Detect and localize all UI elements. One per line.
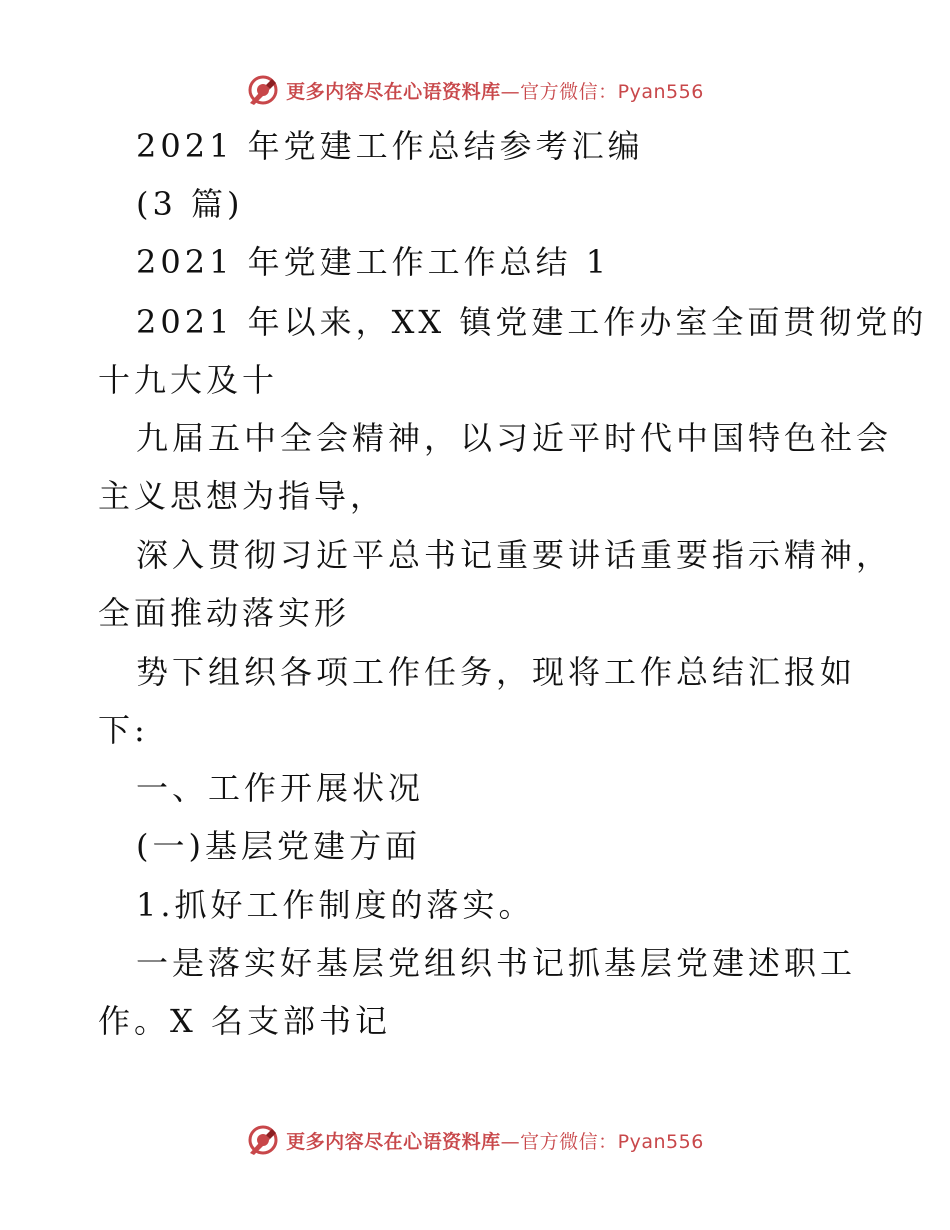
watermark-text <box>286 1127 704 1154</box>
footer-watermark <box>0 1120 950 1160</box>
watermark-text <box>286 77 704 104</box>
paragraph-line: 一是落实好基层党组织书记抓基层党建述职工 <box>136 944 857 982</box>
section-heading: 2021 年党建工作工作总结 1 <box>136 243 611 281</box>
paragraph-line: 全面推动落实形 <box>98 594 351 632</box>
paragraph-line: 下: <box>98 711 149 749</box>
document-title: 2021 年党建工作总结参考汇编 <box>136 127 644 165</box>
header-watermark <box>0 70 950 110</box>
watermark-separator: — <box>500 80 521 103</box>
pen-logo-icon <box>246 73 280 107</box>
paragraph-line: 九届五中全会精神，以习近平时代中国特色社会 <box>136 419 893 457</box>
section-heading: 一、工作开展状况 <box>136 769 425 807</box>
paragraph-line: 深入贯彻习近平总书记重要讲话重要指示精神， <box>136 536 893 574</box>
paragraph-line: 作。X 名支部书记 <box>98 1002 391 1040</box>
pen-logo-icon <box>246 1123 280 1157</box>
paragraph-line: 势下组织各项工作任务，现将工作总结汇报如 <box>136 653 857 691</box>
watermark-wechat-text: 官方微信：Pyan556 <box>520 80 704 103</box>
paragraph-line: 2021 年以来，XX 镇党建工作办室全面贯彻党的 <box>136 303 928 341</box>
paragraph-line: 十九大及十 <box>98 361 279 399</box>
watermark-main-text: 更多内容尽在心语资料库 <box>286 1130 501 1153</box>
watermark-separator: — <box>500 1130 521 1153</box>
watermark-main-text: 更多内容尽在心语资料库 <box>286 80 501 103</box>
numbered-heading: 1.抓好工作制度的落实。 <box>136 886 535 924</box>
watermark-wechat-text: 官方微信：Pyan556 <box>520 1130 704 1153</box>
paragraph-line: 主义思想为指导， <box>98 477 387 515</box>
document-subtitle: (3 篇) <box>136 185 244 223</box>
subsection-heading: (一)基层党建方面 <box>136 827 421 865</box>
